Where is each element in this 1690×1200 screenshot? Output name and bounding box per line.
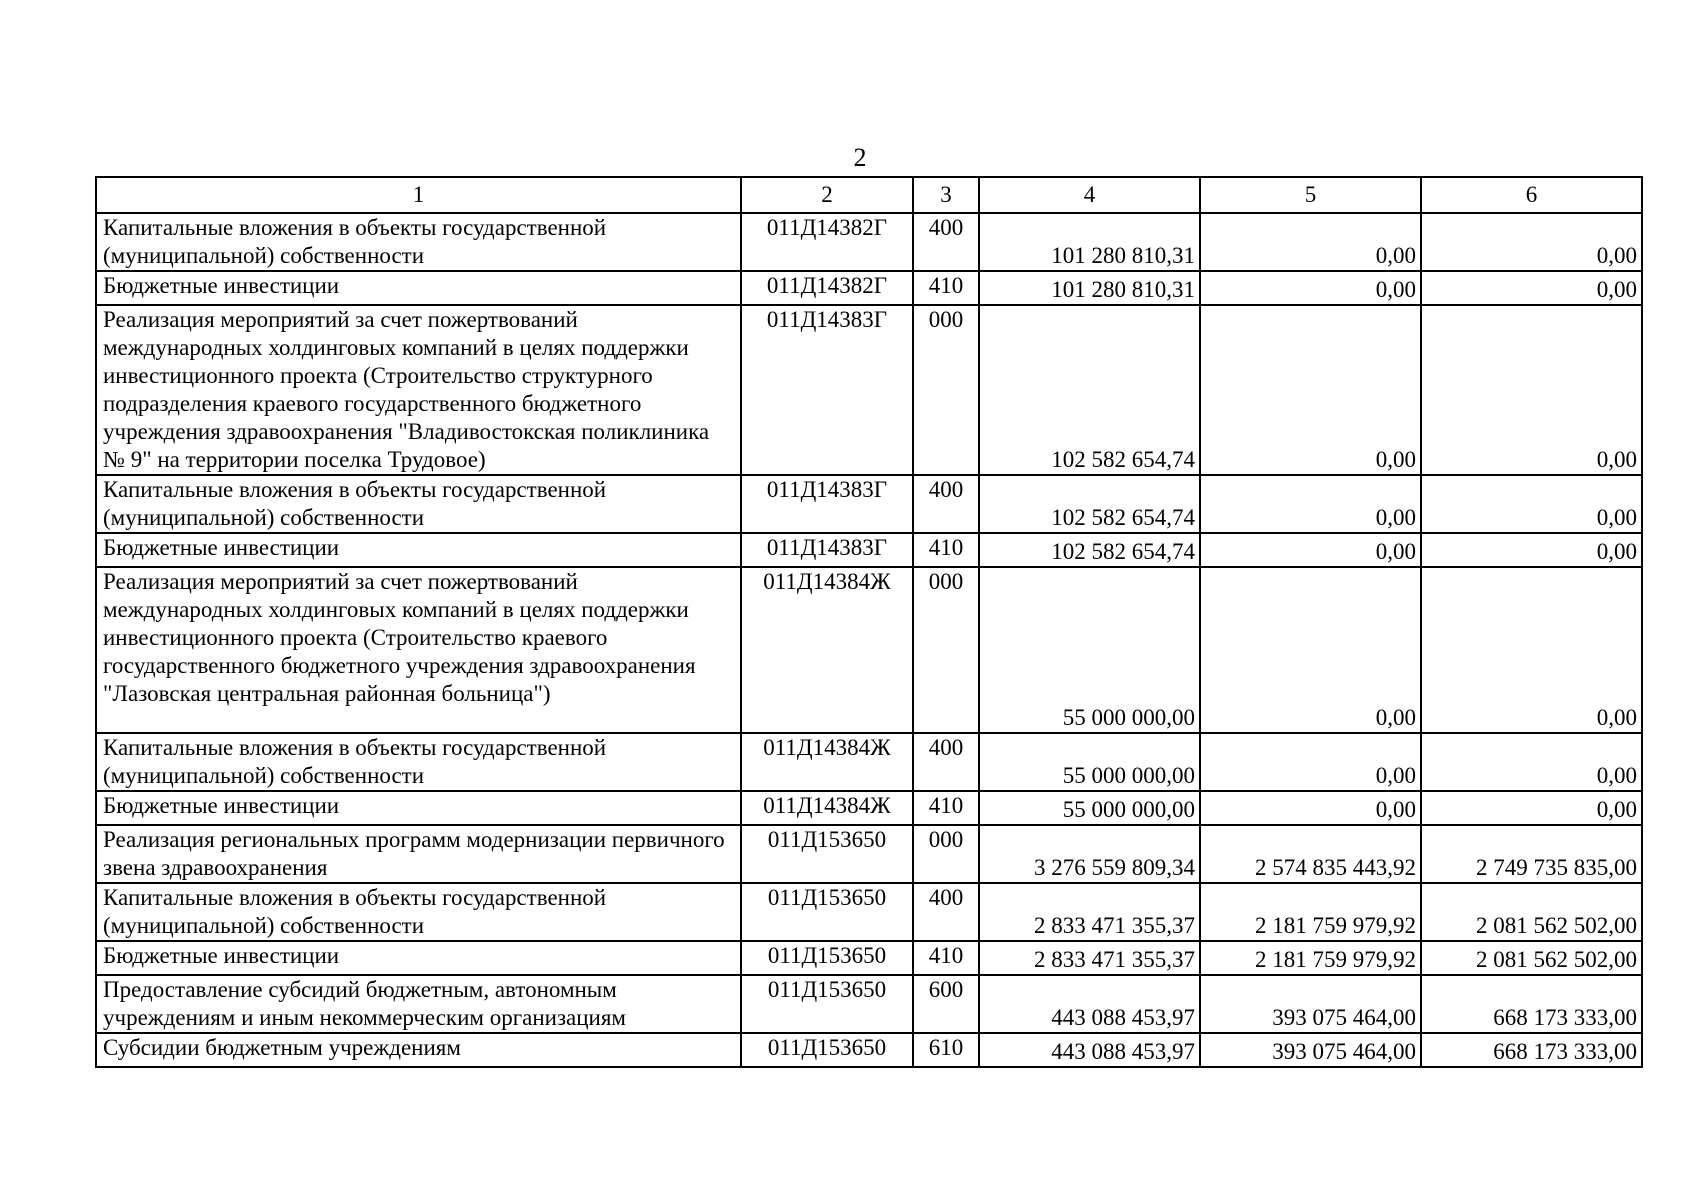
row-value-5: 0,00 — [1200, 213, 1421, 271]
row-name: Бюджетные инвестиции — [96, 941, 741, 975]
row-value-6: 0,00 — [1421, 533, 1642, 567]
row-value-5: 2 181 759 979,92 — [1200, 941, 1421, 975]
table-row — [96, 213, 1642, 271]
row-value-5: 0,00 — [1200, 791, 1421, 825]
column-header: 6 — [1421, 177, 1642, 213]
row-value-6: 0,00 — [1421, 733, 1642, 791]
row-value-4: 2 833 471 355,37 — [979, 883, 1200, 941]
row-value-4: 55 000 000,00 — [979, 567, 1200, 733]
page-number: 2 — [853, 143, 867, 172]
row-type: 400 — [913, 733, 979, 791]
row-value-5: 393 075 464,00 — [1200, 975, 1421, 1033]
budget-table — [95, 176, 1643, 1068]
row-code: 011Д153650 — [741, 883, 913, 941]
table-header-row — [96, 177, 1642, 213]
row-value-6: 0,00 — [1421, 271, 1642, 305]
row-type: 000 — [913, 825, 979, 883]
row-type: 410 — [913, 941, 979, 975]
row-name: Бюджетные инвестиции — [96, 271, 741, 305]
table-row — [96, 475, 1642, 533]
table-row — [96, 271, 1642, 305]
row-name: Капитальные вложения в объекты государственной (муниципальной) собственности — [96, 883, 741, 941]
row-code: 011Д14384Ж — [741, 791, 913, 825]
row-name: Реализация мероприятий за счет пожертвований международных холдинговых компаний в целях поддержки инвестиционного проекта (Строительство структурного подразделения краевого государственного бюджетного учреждения здравоохранения "Владивостокская поликлиника № 9" на территории поселка Трудовое) — [96, 305, 741, 475]
column-header: 2 — [741, 177, 913, 213]
row-value-5: 2 181 759 979,92 — [1200, 883, 1421, 941]
row-value-6: 2 081 562 502,00 — [1421, 883, 1642, 941]
row-value-6: 0,00 — [1421, 305, 1642, 475]
column-header: 5 — [1200, 177, 1421, 213]
row-name: Бюджетные инвестиции — [96, 533, 741, 567]
table-row — [96, 791, 1642, 825]
row-value-4: 102 582 654,74 — [979, 533, 1200, 567]
row-code: 011Д14384Ж — [741, 567, 913, 733]
row-type: 410 — [913, 533, 979, 567]
row-value-6: 0,00 — [1421, 791, 1642, 825]
column-header: 4 — [979, 177, 1200, 213]
row-value-6: 2 081 562 502,00 — [1421, 941, 1642, 975]
row-code: 011Д14383Г — [741, 475, 913, 533]
row-code: 011Д14383Г — [741, 305, 913, 475]
row-value-5: 0,00 — [1200, 475, 1421, 533]
row-type: 600 — [913, 975, 979, 1033]
row-value-5: 0,00 — [1200, 271, 1421, 305]
table-row — [96, 733, 1642, 791]
table-row — [96, 567, 1642, 733]
row-value-6: 668 173 333,00 — [1421, 1033, 1642, 1067]
row-code: 011Д14382Г — [741, 213, 913, 271]
table-row — [96, 305, 1642, 475]
row-value-5: 393 075 464,00 — [1200, 1033, 1421, 1067]
table-row — [96, 825, 1642, 883]
row-code: 011Д153650 — [741, 825, 913, 883]
row-value-6: 2 749 735 835,00 — [1421, 825, 1642, 883]
row-value-4: 102 582 654,74 — [979, 475, 1200, 533]
row-value-4: 2 833 471 355,37 — [979, 941, 1200, 975]
row-type: 410 — [913, 271, 979, 305]
column-header: 3 — [913, 177, 979, 213]
row-type: 610 — [913, 1033, 979, 1067]
row-name: Предоставление субсидий бюджетным, автономным учреждениям и иным некоммерческим организациям — [96, 975, 741, 1033]
row-name: Бюджетные инвестиции — [96, 791, 741, 825]
row-value-4: 55 000 000,00 — [979, 791, 1200, 825]
row-code: 011Д14384Ж — [741, 733, 913, 791]
row-name: Капитальные вложения в объекты государственной (муниципальной) собственности — [96, 733, 741, 791]
row-type: 400 — [913, 475, 979, 533]
row-type: 400 — [913, 213, 979, 271]
table-row — [96, 883, 1642, 941]
row-value-5: 2 574 835 443,92 — [1200, 825, 1421, 883]
row-value-4: 101 280 810,31 — [979, 271, 1200, 305]
row-value-6: 0,00 — [1421, 567, 1642, 733]
row-value-4: 443 088 453,97 — [979, 1033, 1200, 1067]
table-row — [96, 975, 1642, 1033]
row-name: Капитальные вложения в объекты государственной (муниципальной) собственности — [96, 213, 741, 271]
row-value-5: 0,00 — [1200, 305, 1421, 475]
row-value-4: 55 000 000,00 — [979, 733, 1200, 791]
row-value-6: 0,00 — [1421, 213, 1642, 271]
row-value-6: 668 173 333,00 — [1421, 975, 1642, 1033]
row-code: 011Д14382Г — [741, 271, 913, 305]
row-value-5: 0,00 — [1200, 567, 1421, 733]
row-code: 011Д153650 — [741, 941, 913, 975]
row-name: Субсидии бюджетным учреждениям — [96, 1033, 741, 1067]
row-name: Реализация мероприятий за счет пожертвований международных холдинговых компаний в целях поддержки инвестиционного проекта (Строительство краевого государственного бюджетного учреждения здравоохранения "Лазовская центральная районная больница") — [96, 567, 741, 733]
table-row — [96, 533, 1642, 567]
table-row — [96, 1033, 1642, 1067]
row-value-4: 101 280 810,31 — [979, 213, 1200, 271]
row-value-5: 0,00 — [1200, 733, 1421, 791]
column-header: 1 — [96, 177, 741, 213]
row-name: Капитальные вложения в объекты государственной (муниципальной) собственности — [96, 475, 741, 533]
row-code: 011Д14383Г — [741, 533, 913, 567]
row-type: 410 — [913, 791, 979, 825]
row-code: 011Д153650 — [741, 975, 913, 1033]
row-value-4: 443 088 453,97 — [979, 975, 1200, 1033]
row-type: 400 — [913, 883, 979, 941]
row-code: 011Д153650 — [741, 1033, 913, 1067]
row-value-5: 0,00 — [1200, 533, 1421, 567]
row-type: 000 — [913, 305, 979, 475]
row-value-4: 3 276 559 809,34 — [979, 825, 1200, 883]
row-type: 000 — [913, 567, 979, 733]
row-value-4: 102 582 654,74 — [979, 305, 1200, 475]
row-value-6: 0,00 — [1421, 475, 1642, 533]
row-name: Реализация региональных программ модернизации первичного звена здравоохранения — [96, 825, 741, 883]
table-row — [96, 941, 1642, 975]
